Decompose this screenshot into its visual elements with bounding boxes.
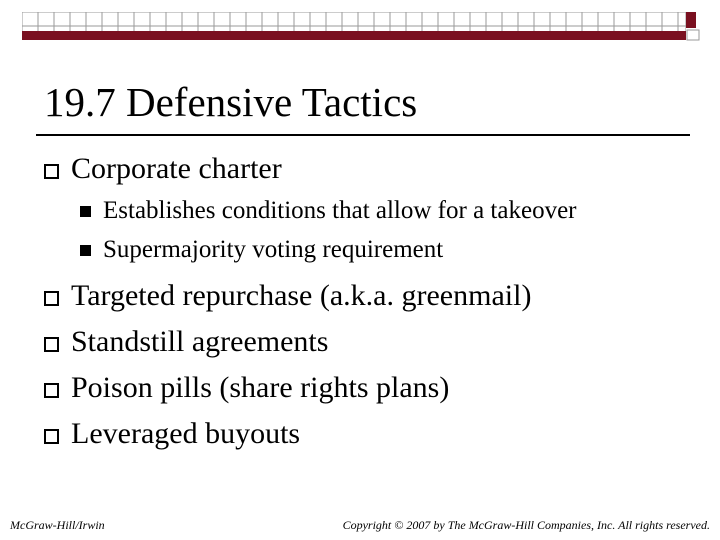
bullet-text: Targeted repurchase (a.k.a. greenmail): [71, 279, 532, 312]
hollow-square-bullet-icon: [44, 383, 59, 398]
title-underline: [36, 134, 690, 136]
bullet-text: Poison pills (share rights plans): [71, 371, 450, 404]
filled-square-bullet-icon: [80, 245, 91, 256]
header-band: [22, 12, 686, 40]
hollow-square-bullet-icon: [44, 164, 59, 179]
slide-title: 19.7 Defensive Tactics: [44, 79, 418, 125]
corner-box: [686, 28, 700, 40]
sub-bullet-text: Supermajority voting requirement: [103, 236, 444, 263]
footer-publisher: McGraw-Hill/Irwin: [10, 518, 105, 532]
footer-copyright: Copyright © 2007 by The McGraw-Hill Companies, Inc. All rights reserved.: [342, 518, 710, 532]
bullet-text: Leveraged buyouts: [71, 417, 301, 450]
bullet-text: Standstill agreements: [71, 325, 329, 358]
header-grid-decoration: [22, 12, 686, 40]
hollow-square-bullet-icon: [44, 337, 59, 352]
sub-bullet-text: Establishes conditions that allow for a takeover: [103, 197, 577, 224]
filled-square-bullet-icon: [80, 206, 91, 217]
hollow-square-bullet-icon: [44, 429, 59, 444]
hollow-square-bullet-icon: [44, 291, 59, 306]
corner-accent: [686, 12, 696, 28]
bullet-text: Corporate charter: [71, 152, 282, 185]
